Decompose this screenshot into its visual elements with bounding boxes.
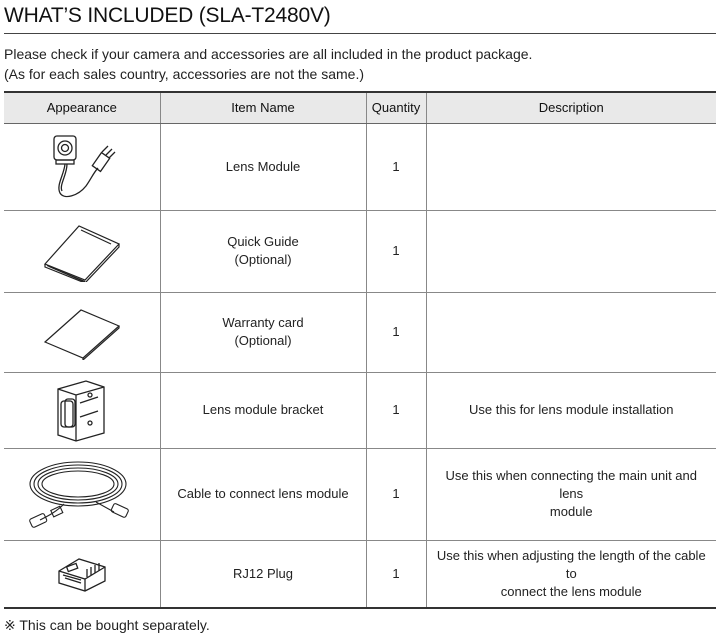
item-description: Use this for lens module installation	[469, 402, 674, 417]
cable-icon	[26, 452, 138, 536]
intro-line: (As for each sales country, accessories are not the same.)	[4, 66, 365, 82]
description-cell	[426, 372, 716, 448]
quantity-cell: 1	[366, 123, 426, 210]
table-row	[4, 448, 716, 540]
item-name: Warranty card	[222, 315, 304, 330]
appearance-cell	[4, 448, 160, 540]
appearance-cell	[4, 210, 160, 292]
item-name-note: (Optional)	[234, 252, 292, 267]
table-row	[4, 540, 716, 608]
description-cell	[426, 448, 716, 540]
table-header-row	[4, 92, 716, 123]
item-name-cell	[160, 292, 366, 372]
appearance-cell	[4, 540, 160, 608]
table-row	[4, 123, 716, 210]
appearance-cell	[4, 292, 160, 372]
item-name: Lens module bracket	[202, 402, 324, 417]
footnote: ※ This can be bought separately.	[4, 617, 210, 633]
item-name-cell	[160, 448, 366, 540]
item-name-cell	[160, 540, 366, 608]
item-name-note: (Optional)	[234, 333, 292, 348]
header-appearance: Appearance	[4, 92, 160, 123]
quantity-cell: 1	[366, 292, 426, 372]
item-name: Lens Module	[225, 158, 301, 174]
item-name: RJ12 Plug	[233, 565, 293, 581]
table-row	[4, 210, 716, 292]
item-name-cell	[160, 210, 366, 292]
item-description: Use this when adjusting the length of the cable to	[436, 547, 706, 581]
rj12-plug-icon	[53, 553, 111, 595]
item-name-cell	[160, 123, 366, 210]
intro-line: Please check if your camera and accessories are all included in the product package.	[4, 46, 533, 62]
item-description: Use this when connecting the main unit and lens	[445, 468, 697, 501]
quantity-cell: 1	[366, 372, 426, 448]
quick-guide-icon	[41, 220, 123, 282]
description-cell	[426, 210, 716, 292]
page-title: WHAT’S INCLUDED (SLA-T2480V)	[4, 4, 716, 34]
description-cell	[426, 292, 716, 372]
item-name: Quick Guide	[227, 234, 299, 249]
appearance-cell	[4, 372, 160, 448]
table-row	[4, 292, 716, 372]
lens-module-icon	[46, 130, 118, 204]
item-description: connect the lens module	[500, 583, 642, 599]
lens-module-bracket-icon	[52, 377, 112, 443]
quantity-cell: 1	[366, 448, 426, 540]
header-description: Description	[426, 92, 716, 123]
table-row	[4, 372, 716, 448]
item-description: module	[549, 504, 593, 519]
header-item-name: Item Name	[160, 92, 366, 123]
appearance-cell	[4, 123, 160, 210]
description-cell	[426, 540, 716, 608]
warranty-card-icon	[41, 304, 123, 360]
header-quantity: Quantity	[366, 92, 426, 123]
item-name: Cable to connect lens module	[177, 486, 349, 501]
included-items-table	[4, 91, 716, 609]
description-cell	[426, 123, 716, 210]
intro-text	[4, 44, 716, 84]
quantity-cell: 1	[366, 540, 426, 608]
item-name-cell	[160, 372, 366, 448]
quantity-cell: 1	[366, 210, 426, 292]
